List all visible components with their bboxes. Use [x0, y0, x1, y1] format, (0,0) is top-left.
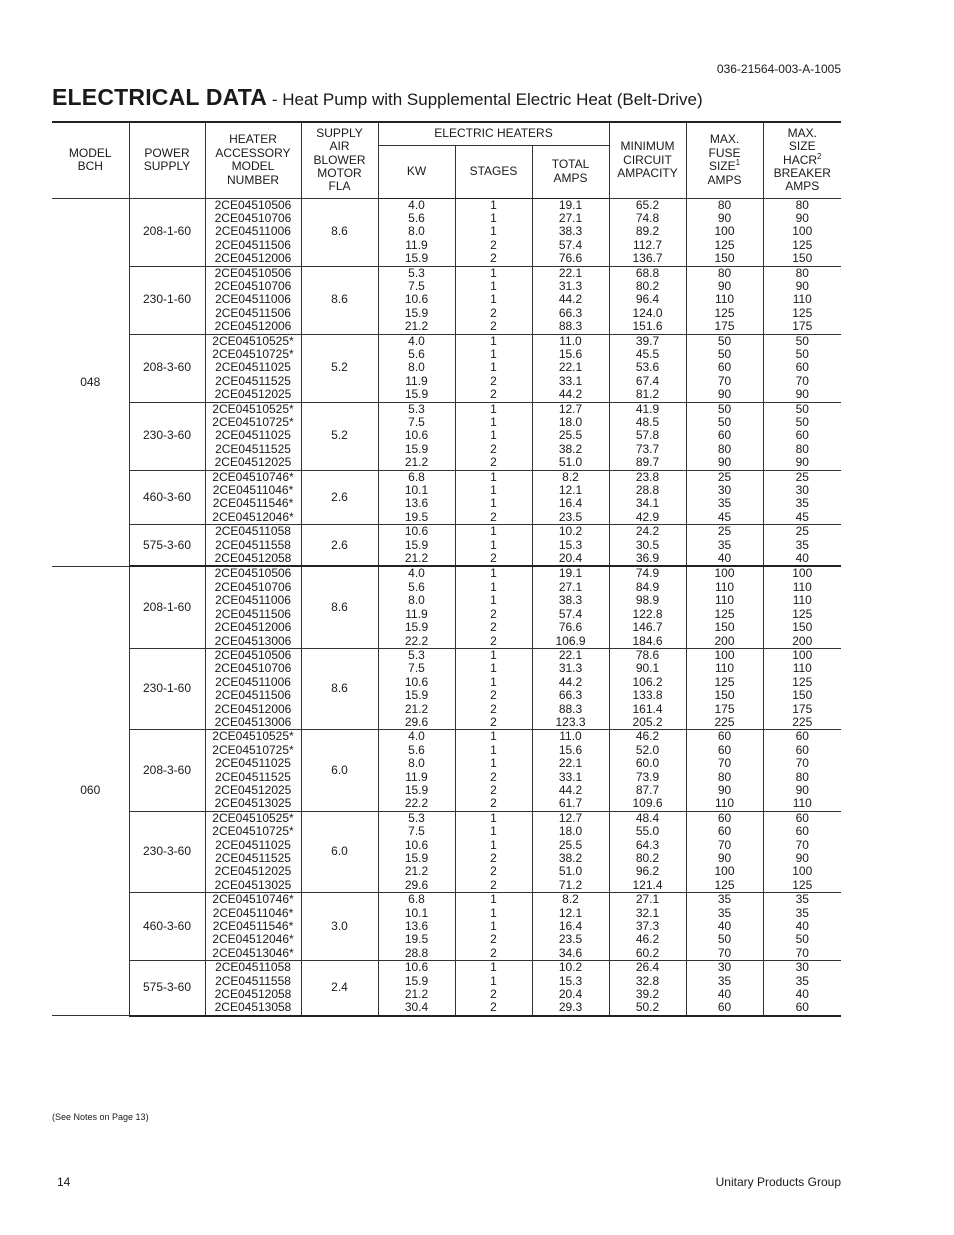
- header-max-breaker-size: MAX. SIZE HACR$^2$ BREAKER AMPS: [763, 122, 841, 198]
- cell-total-amps: 12.7 18.0 25.5 38.2 51.0: [532, 402, 609, 470]
- cell-max-breaker: 80 90 100 125 150: [763, 198, 841, 266]
- table-row: [52, 566, 841, 648]
- cell-stages: 1 1 1 2 2: [455, 198, 532, 266]
- cell-stages: 1 1 1 2 2 2: [455, 566, 532, 648]
- cell-kw: 4.0 5.6 8.0 11.9 15.9: [378, 198, 455, 266]
- cell-heater-models: 2CE04510506 2CE04510706 2CE04511006 2CE04511506 2CE04512006 2CE04513006: [205, 648, 301, 729]
- cell-min-circuit-ampacity: 23.8 28.8 34.1 42.9: [609, 470, 686, 525]
- cell-stages: 1 1 1 2 2 2: [455, 730, 532, 811]
- cell-max-breaker: 25 30 35 45: [763, 470, 841, 525]
- header-heater-model: HEATER ACCESSORY MODEL NUMBER: [205, 122, 301, 198]
- cell-heater-models: 2CE04510525* 2CE04510725* 2CE04511025 2CE04511525 2CE04512025: [205, 334, 301, 402]
- table-row: [52, 525, 841, 567]
- cell-max-breaker: 60 60 70 90 100 125: [763, 811, 841, 892]
- cell-max-breaker: 80 90 110 125 175: [763, 266, 841, 334]
- cell-min-circuit-ampacity: 65.2 74.8 89.2 112.7 136.7: [609, 198, 686, 266]
- cell-stages: 1 1 1 2 2: [455, 893, 532, 961]
- table-row: [52, 198, 841, 266]
- cell-stages: 1 1 1 2 2: [455, 334, 532, 402]
- table-row: [52, 470, 841, 525]
- cell-heater-models: 2CE04510506 2CE04510706 2CE04511006 2CE04511506 2CE04512006: [205, 266, 301, 334]
- cell-kw: 5.3 7.5 10.6 15.9 21.2: [378, 402, 455, 470]
- cell-heater-models: 2CE04511058 2CE04511558 2CE04512058: [205, 525, 301, 567]
- cell-max-fuse: 30 35 40 60: [686, 961, 763, 1016]
- cell-kw: 10.6 15.9 21.2: [378, 525, 455, 567]
- cell-total-amps: 19.1 27.1 38.3 57.4 76.6: [532, 198, 609, 266]
- cell-total-amps: 8.2 12.1 16.4 23.5 34.6: [532, 893, 609, 961]
- cell-heater-models: 2CE04510525* 2CE04510725* 2CE04511025 2CE04511525 2CE04512025 2CE04513025: [205, 811, 301, 892]
- table-header: [52, 122, 841, 198]
- cell-fla: 8.6: [301, 566, 378, 648]
- cell-min-circuit-ampacity: 74.9 84.9 98.9 122.8 146.7 184.6: [609, 566, 686, 648]
- title-main: ELECTRICAL DATA: [52, 84, 268, 110]
- cell-min-circuit-ampacity: 48.4 55.0 64.3 80.2 96.2 121.4: [609, 811, 686, 892]
- cell-total-amps: 11.0 15.6 22.1 33.1 44.2 61.7: [532, 730, 609, 811]
- cell-power-supply: 208-1-60: [129, 198, 205, 266]
- cell-kw: 4.0 5.6 8.0 11.9 15.9 22.2: [378, 566, 455, 648]
- document-number: 036-21564-003-A-1005: [716, 62, 841, 76]
- cell-fla: 5.2: [301, 402, 378, 470]
- cell-max-breaker: 25 35 40: [763, 525, 841, 567]
- cell-stages: 1 1 1 2 2: [455, 266, 532, 334]
- cell-power-supply: 460-3-60: [129, 893, 205, 961]
- cell-max-fuse: 25 35 40: [686, 525, 763, 567]
- cell-heater-models: 2CE04510525* 2CE04510725* 2CE04511025 2CE04511525 2CE04512025: [205, 402, 301, 470]
- cell-power-supply: 575-3-60: [129, 525, 205, 567]
- notes: (See Notes on Page 13): [52, 1112, 149, 1122]
- cell-max-fuse: 80 90 100 125 150: [686, 198, 763, 266]
- cell-max-fuse: 35 35 40 50 70: [686, 893, 763, 961]
- cell-max-fuse: 25 30 35 45: [686, 470, 763, 525]
- cell-model: 060: [52, 566, 129, 1015]
- table-row: [52, 402, 841, 470]
- cell-kw: 6.8 10.1 13.6 19.5 28.8: [378, 893, 455, 961]
- cell-total-amps: 22.1 31.3 44.2 66.3 88.3 123.3: [532, 648, 609, 729]
- cell-heater-models: 2CE04510506 2CE04510706 2CE04511006 2CE04511506 2CE04512006 2CE04513006: [205, 566, 301, 648]
- cell-power-supply: 208-1-60: [129, 566, 205, 648]
- header-kw: KW: [378, 145, 455, 198]
- header-model: MODEL BCH: [52, 122, 129, 198]
- cell-kw: 10.6 15.9 21.2 30.4: [378, 961, 455, 1016]
- cell-fla: 5.2: [301, 334, 378, 402]
- page-number: 14: [57, 1175, 71, 1189]
- cell-kw: 6.8 10.1 13.6 19.5: [378, 470, 455, 525]
- header-total-amps: TOTAL AMPS: [532, 145, 609, 198]
- cell-fla: 2.6: [301, 525, 378, 567]
- cell-power-supply: 230-3-60: [129, 811, 205, 892]
- cell-power-supply: 230-1-60: [129, 648, 205, 729]
- cell-max-breaker: 50 50 60 70 90: [763, 334, 841, 402]
- cell-min-circuit-ampacity: 24.2 30.5 36.9: [609, 525, 686, 567]
- cell-max-breaker: 30 35 40 60: [763, 961, 841, 1016]
- cell-fla: 6.0: [301, 730, 378, 811]
- cell-min-circuit-ampacity: 26.4 32.8 39.2 50.2: [609, 961, 686, 1016]
- cell-heater-models: 2CE04510746* 2CE04511046* 2CE04511546* 2CE04512046*: [205, 470, 301, 525]
- table-row: [52, 893, 841, 961]
- cell-stages: 1 1 1 2 2: [455, 402, 532, 470]
- cell-power-supply: 208-3-60: [129, 334, 205, 402]
- table-body: [52, 198, 841, 1016]
- table-row: [52, 730, 841, 811]
- cell-max-fuse: 100 110 125 150 175 225: [686, 648, 763, 729]
- cell-stages: 1 1 2 2: [455, 961, 532, 1016]
- cell-max-fuse: 60 60 70 80 90 110: [686, 730, 763, 811]
- title-subtitle: - Heat Pump with Supplemental Electric Heat (Belt-Drive): [267, 90, 703, 109]
- cell-total-amps: 10.2 15.3 20.4: [532, 525, 609, 567]
- cell-model: 048: [52, 198, 129, 566]
- header-electric-heaters: ELECTRIC HEATERS: [378, 122, 609, 145]
- cell-total-amps: 8.2 12.1 16.4 23.5: [532, 470, 609, 525]
- cell-total-amps: 19.1 27.1 38.3 57.4 76.6 106.9: [532, 566, 609, 648]
- cell-min-circuit-ampacity: 46.2 52.0 60.0 73.9 87.7 109.6: [609, 730, 686, 811]
- cell-stages: 1 1 2: [455, 525, 532, 567]
- table-row: [52, 961, 841, 1016]
- cell-total-amps: 12.7 18.0 25.5 38.2 51.0 71.2: [532, 811, 609, 892]
- cell-power-supply: 208-3-60: [129, 730, 205, 811]
- footer-company: Unitary Products Group: [715, 1175, 841, 1189]
- cell-fla: 8.6: [301, 648, 378, 729]
- header-max-fuse-size: MAX. FUSE SIZE$^1$ AMPS: [686, 122, 763, 198]
- cell-kw: 4.0 5.6 8.0 11.9 15.9 22.2: [378, 730, 455, 811]
- cell-kw: 5.3 7.5 10.6 15.9 21.2 29.6: [378, 811, 455, 892]
- cell-max-fuse: 50 50 60 80 90: [686, 402, 763, 470]
- header-stages: STAGES: [455, 145, 532, 198]
- cell-max-breaker: 100 110 125 150 175 225: [763, 648, 841, 729]
- cell-max-fuse: 100 110 110 125 150 200: [686, 566, 763, 648]
- cell-power-supply: 230-1-60: [129, 266, 205, 334]
- cell-fla: 8.6: [301, 198, 378, 266]
- table-row: [52, 811, 841, 892]
- cell-power-supply: 575-3-60: [129, 961, 205, 1016]
- cell-fla: 2.6: [301, 470, 378, 525]
- cell-max-fuse: 60 60 70 90 100 125: [686, 811, 763, 892]
- cell-max-breaker: 50 50 60 80 90: [763, 402, 841, 470]
- cell-min-circuit-ampacity: 68.8 80.2 96.4 124.0 151.6: [609, 266, 686, 334]
- cell-kw: 5.3 7.5 10.6 15.9 21.2 29.6: [378, 648, 455, 729]
- header-min-circuit-ampacity: MINIMUM CIRCUIT AMPACITY: [609, 122, 686, 198]
- cell-fla: 3.0: [301, 893, 378, 961]
- cell-max-breaker: 60 60 70 80 90 110: [763, 730, 841, 811]
- cell-heater-models: 2CE04511058 2CE04511558 2CE04512058 2CE04513058: [205, 961, 301, 1016]
- header-power-supply: POWER SUPPLY: [129, 122, 205, 198]
- cell-kw: 4.0 5.6 8.0 11.9 15.9: [378, 334, 455, 402]
- cell-stages: 1 1 1 2: [455, 470, 532, 525]
- cell-max-fuse: 80 90 110 125 175: [686, 266, 763, 334]
- cell-heater-models: 2CE04510525* 2CE04510725* 2CE04511025 2CE04511525 2CE04512025 2CE04513025: [205, 730, 301, 811]
- table-row: [52, 648, 841, 729]
- cell-power-supply: 460-3-60: [129, 470, 205, 525]
- table-row: [52, 266, 841, 334]
- cell-fla: 8.6: [301, 266, 378, 334]
- cell-total-amps: 22.1 31.3 44.2 66.3 88.3: [532, 266, 609, 334]
- cell-fla: 6.0: [301, 811, 378, 892]
- cell-kw: 5.3 7.5 10.6 15.9 21.2: [378, 266, 455, 334]
- cell-stages: 1 1 1 2 2 2: [455, 648, 532, 729]
- cell-min-circuit-ampacity: 78.6 90.1 106.2 133.8 161.4 205.2: [609, 648, 686, 729]
- cell-min-circuit-ampacity: 41.9 48.5 57.8 73.7 89.7: [609, 402, 686, 470]
- cell-fla: 2.4: [301, 961, 378, 1016]
- cell-max-breaker: 100 110 110 125 150 200: [763, 566, 841, 648]
- page-title: [52, 84, 703, 111]
- cell-heater-models: 2CE04510746* 2CE04511046* 2CE04511546* 2CE04512046* 2CE04513046*: [205, 893, 301, 961]
- header-blower-fla: SUPPLY AIR BLOWER MOTOR FLA: [301, 122, 378, 198]
- electrical-data-table: [52, 121, 841, 1017]
- cell-min-circuit-ampacity: 27.1 32.1 37.3 46.2 60.2: [609, 893, 686, 961]
- cell-power-supply: 230-3-60: [129, 402, 205, 470]
- cell-total-amps: 11.0 15.6 22.1 33.1 44.2: [532, 334, 609, 402]
- cell-max-breaker: 35 35 40 50 70: [763, 893, 841, 961]
- cell-heater-models: 2CE04510506 2CE04510706 2CE04511006 2CE04511506 2CE04512006: [205, 198, 301, 266]
- table-row: [52, 334, 841, 402]
- cell-min-circuit-ampacity: 39.7 45.5 53.6 67.4 81.2: [609, 334, 686, 402]
- cell-max-fuse: 50 50 60 70 90: [686, 334, 763, 402]
- cell-stages: 1 1 1 2 2 2: [455, 811, 532, 892]
- cell-total-amps: 10.2 15.3 20.4 29.3: [532, 961, 609, 1016]
